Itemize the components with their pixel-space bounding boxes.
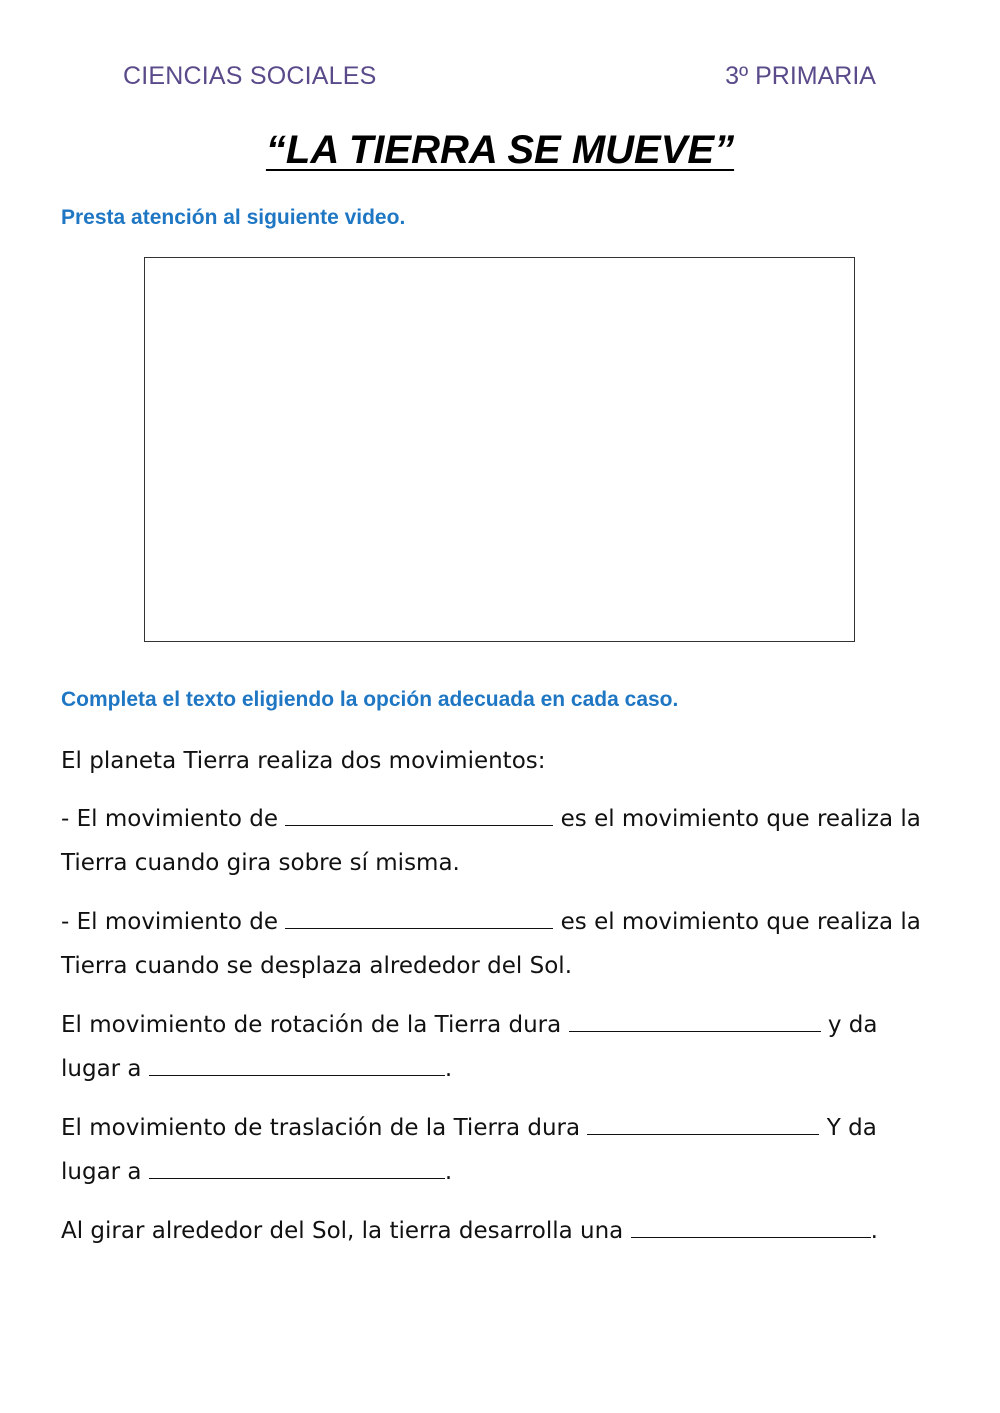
rotation-text-before: El movimiento de rotación de la Tierra dura — [61, 1012, 569, 1038]
video-player[interactable] — [144, 257, 855, 642]
orbit-text-end: . — [870, 1218, 878, 1244]
exercise-intro: El planeta Tierra realiza dos movimientos: — [61, 748, 546, 774]
blank-translation-result[interactable] — [149, 1152, 445, 1179]
blank-movement-2[interactable] — [285, 902, 553, 929]
rotation-text-end: . — [444, 1056, 453, 1082]
translation-text-before: El movimiento de traslación de la Tierra dura — [61, 1115, 588, 1141]
video-instruction: Presta atención al siguiente video. — [61, 206, 406, 229]
translation-text-middle: Y da lugar a — [61, 1115, 877, 1185]
blank-rotation-result[interactable] — [149, 1049, 445, 1076]
item1-text-after: es el movimiento que realiza la Tierra cuando gira sobre sí misma. — [61, 806, 921, 876]
grade-label: 3º PRIMARIA — [725, 62, 876, 90]
complete-instruction: Completa el texto eligiendo la opción adecuada en cada caso. — [61, 688, 679, 711]
subject-label: CIENCIAS SOCIALES — [123, 62, 377, 90]
exercise-translation-duration — [61, 1106, 941, 1194]
orbit-text-before: Al girar alrededor del Sol, la tierra desarrolla una — [61, 1218, 631, 1244]
exercise-rotation-duration — [61, 1003, 941, 1091]
exercise-item-translation — [61, 900, 941, 988]
item2-text-after: es el movimiento que realiza la Tierra cuando se desplaza alrededor del Sol. — [61, 909, 921, 979]
page-title: “LA TIERRA SE MUEVE” — [265, 128, 735, 172]
blank-movement-1[interactable] — [285, 799, 553, 826]
blank-orbit[interactable] — [631, 1211, 871, 1238]
exercise-item-rotation — [61, 797, 941, 885]
item2-text-before: - El movimiento de — [61, 909, 286, 935]
translation-text-end: . — [444, 1159, 453, 1185]
exercise-orbit — [61, 1209, 941, 1253]
blank-translation-duration[interactable] — [587, 1108, 819, 1135]
rotation-text-middle: y da lugar a — [61, 1012, 878, 1082]
blank-rotation-duration[interactable] — [569, 1005, 821, 1032]
item1-text-before: - El movimiento de — [61, 806, 286, 832]
